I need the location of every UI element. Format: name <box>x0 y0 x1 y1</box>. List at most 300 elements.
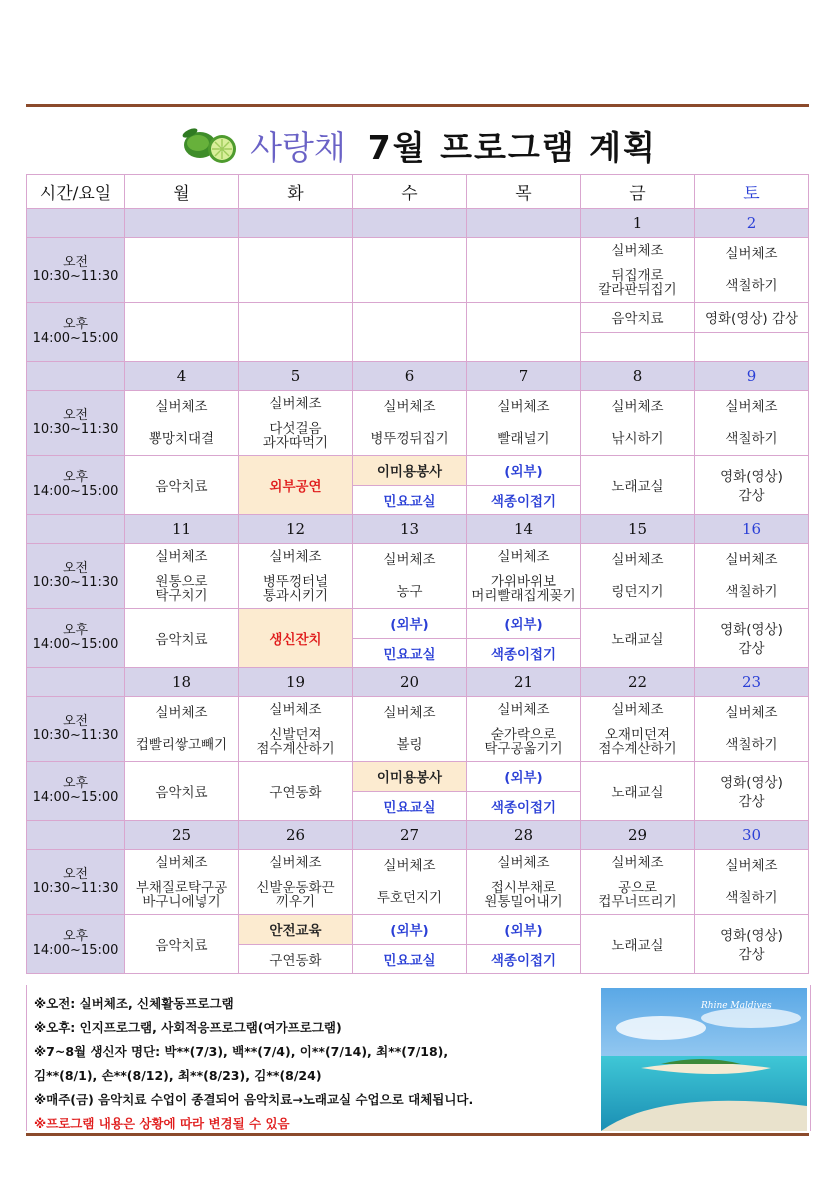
activity-exercise: 실버체조 <box>611 854 664 871</box>
pm-label: 오후 <box>62 623 89 638</box>
am-time-label <box>27 391 125 456</box>
activity-exercise: 실버체조 <box>611 242 664 259</box>
am-cell-tue <box>239 391 353 456</box>
date-fri: 29 <box>581 821 695 850</box>
activity-bottom: 민요교실 <box>383 493 436 510</box>
pm-cell-mon <box>125 762 239 821</box>
activity-top: 음악치료 <box>611 311 664 328</box>
activity-exercise: 실버체조 <box>725 858 778 874</box>
activity <box>125 697 238 761</box>
note-am: ※오전: 실버체조, 신체활동프로그램 <box>34 996 234 1011</box>
am-cell-thu <box>467 238 581 303</box>
activity-top: (외부) <box>504 770 543 787</box>
pm-time-label <box>27 303 125 362</box>
activity-exercise: 실버체조 <box>155 705 208 721</box>
split-bottom <box>467 945 580 974</box>
pm-cell-thu <box>467 762 581 821</box>
activity-bottom: 색종이접기 <box>490 952 557 969</box>
am-cell-fri <box>581 238 695 303</box>
am-cell-tue <box>239 850 353 915</box>
date-sat: 23 <box>695 668 809 697</box>
header-fri: 금 <box>581 175 695 209</box>
split-top <box>695 303 808 333</box>
split-activity <box>467 762 580 820</box>
split-top <box>467 915 580 945</box>
am-cell-mon <box>125 697 239 762</box>
split-top <box>467 609 580 639</box>
activity-exercise: 실버체조 <box>497 854 550 871</box>
split-bottom <box>353 486 466 515</box>
activity-name: 영화(영상) 감상 <box>720 469 783 504</box>
am-cell-wed <box>353 697 467 762</box>
am-cell-sat <box>695 697 809 762</box>
pm-cell-thu <box>467 609 581 668</box>
am-time-label <box>27 850 125 915</box>
pm-cell-tue <box>239 762 353 821</box>
pm-cell-fri <box>581 456 695 515</box>
date-tue: 12 <box>239 515 353 544</box>
am-time-label <box>27 697 125 762</box>
activity-name: 외부공연 <box>269 478 322 495</box>
activity-bottom: 구연동화 <box>269 952 322 969</box>
am-cell-fri <box>581 697 695 762</box>
activity-top: 이미용봉사 <box>376 464 443 481</box>
activity-exercise: 실버체조 <box>497 399 550 415</box>
pm-cell-thu <box>467 303 581 362</box>
activity-name: 음악치료 <box>155 937 208 954</box>
lime-icon <box>178 125 242 165</box>
am-cell-sat <box>695 544 809 609</box>
am-row <box>27 697 809 762</box>
split-activity <box>353 609 466 667</box>
activity-top: (외부) <box>504 923 543 940</box>
note-birthdays: ※7~8월 생신자 명단: 박**(7/3), 백**(7/4), 이**(7/14), 최**(7/18), <box>34 1044 449 1059</box>
date-thu: 28 <box>467 821 581 850</box>
date-mon: 11 <box>125 515 239 544</box>
pm-cell-fri <box>581 609 695 668</box>
activity-exercise: 실버체조 <box>725 246 778 262</box>
am-range: 10:30~11:30 <box>32 422 119 437</box>
note-birthdays-cont: 김**(8/1), 손**(8/12), 최**(8/23), 김**(8/24) <box>34 1068 322 1083</box>
pm-cell-mon <box>125 609 239 668</box>
date-mon: 25 <box>125 821 239 850</box>
bottom-rule <box>26 1133 809 1136</box>
am-cell-sat <box>695 391 809 456</box>
activity-exercise: 실버체조 <box>155 548 208 565</box>
pm-cell-mon <box>125 456 239 515</box>
activity-bottom: 색종이접기 <box>490 493 557 510</box>
activity-exercise: 실버체조 <box>497 548 550 565</box>
pm-cell-wed <box>353 303 467 362</box>
am-row <box>27 544 809 609</box>
date-wed: 6 <box>353 362 467 391</box>
activity-name: 영화(영상) 감상 <box>720 928 783 963</box>
activity-exercise: 실버체조 <box>269 395 322 412</box>
note-friday: ※매주(금) 음악치료 수업이 종결되어 음악치료→노래교실 수업으로 대체됩니다. <box>34 1092 474 1107</box>
date-row-spacer <box>27 362 125 391</box>
pm-label: 오후 <box>62 776 89 791</box>
activity-bottom: 민요교실 <box>383 646 436 663</box>
split-activity <box>467 456 580 514</box>
title-brand: 사랑채 <box>250 127 346 167</box>
pm-time-label <box>27 609 125 668</box>
pm-row <box>27 762 809 821</box>
am-label: 오전 <box>62 408 89 423</box>
date-row <box>27 362 809 391</box>
pm-range: 14:00~15:00 <box>32 790 119 805</box>
split-bottom <box>695 333 808 362</box>
activity-name: 공으로 컵무너뜨리기 <box>598 879 677 910</box>
am-row <box>27 391 809 456</box>
split-top <box>353 915 466 945</box>
activity-bottom: 색종이접기 <box>490 646 557 663</box>
pm-cell-sat <box>695 915 809 974</box>
activity <box>125 850 238 914</box>
pm-cell-thu <box>467 915 581 974</box>
pm-cell-tue <box>239 915 353 974</box>
activity-name: 숟가락으로 탁구공옮기기 <box>484 726 563 757</box>
date-tue: 5 <box>239 362 353 391</box>
split-activity <box>353 456 466 514</box>
am-cell-thu <box>467 697 581 762</box>
am-cell-tue <box>239 697 353 762</box>
date-fri: 22 <box>581 668 695 697</box>
split-top <box>239 915 352 945</box>
split-bottom <box>467 486 580 515</box>
date-thu: 14 <box>467 515 581 544</box>
am-cell-tue <box>239 544 353 609</box>
activity-name: 영화(영상) 감상 <box>720 622 783 657</box>
pm-cell-fri <box>581 762 695 821</box>
split-bottom <box>467 639 580 668</box>
pm-row <box>27 456 809 515</box>
activity <box>581 238 694 302</box>
activity-name: 가위바위보 머리빨래집게꽂기 <box>471 573 576 604</box>
date-row-spacer <box>27 821 125 850</box>
date-fri: 8 <box>581 362 695 391</box>
activity-top: (외부) <box>504 617 543 634</box>
activity-name: 구연동화 <box>269 784 322 801</box>
photo-caption: Rhine Maldives <box>701 1001 772 1011</box>
date-row <box>27 515 809 544</box>
activity-name: 오재미던져 점수계산하기 <box>598 726 677 757</box>
am-cell-tue <box>239 238 353 303</box>
activity-name: 병뚜껑터널 통과시키기 <box>262 573 329 604</box>
activity <box>467 697 580 761</box>
activity-name: 링던지기 <box>611 584 664 600</box>
am-cell-mon <box>125 544 239 609</box>
split-bottom <box>581 333 694 362</box>
activity-name: 다섯걸음 과자따먹기 <box>262 420 329 451</box>
activity-exercise: 실버체조 <box>611 552 664 568</box>
am-label: 오전 <box>62 255 89 270</box>
pm-cell-thu <box>467 456 581 515</box>
activity-top: (외부) <box>390 617 429 634</box>
activity <box>125 391 238 455</box>
am-cell-mon <box>125 238 239 303</box>
pm-cell-sat <box>695 762 809 821</box>
pm-cell-tue <box>239 456 353 515</box>
activity-exercise: 실버체조 <box>383 858 436 874</box>
pm-cell-fri <box>581 303 695 362</box>
activity-exercise: 실버체조 <box>269 701 322 718</box>
activity-name: 농구 <box>396 584 423 600</box>
am-cell-thu <box>467 544 581 609</box>
date-wed <box>353 209 467 238</box>
date-thu: 7 <box>467 362 581 391</box>
pm-cell-fri <box>581 915 695 974</box>
activity-exercise: 실버체조 <box>725 399 778 415</box>
pm-range: 14:00~15:00 <box>32 331 119 346</box>
date-thu <box>467 209 581 238</box>
activity <box>353 391 466 455</box>
header-wed: 수 <box>353 175 467 209</box>
date-thu: 21 <box>467 668 581 697</box>
am-cell-fri <box>581 544 695 609</box>
note-change: ※프로그램 내용은 상황에 따라 변경될 수 있음 <box>34 1116 290 1131</box>
am-cell-sat <box>695 238 809 303</box>
pm-cell-wed <box>353 609 467 668</box>
split-activity <box>695 303 808 361</box>
date-mon <box>125 209 239 238</box>
activity <box>695 238 808 302</box>
activity-top: (외부) <box>390 923 429 940</box>
split-top <box>353 456 466 486</box>
pm-range: 14:00~15:00 <box>32 484 119 499</box>
activity-exercise: 실버체조 <box>155 399 208 415</box>
activity-name: 색칠하기 <box>725 431 778 447</box>
am-range: 10:30~11:30 <box>32 881 119 896</box>
header-mon: 월 <box>125 175 239 209</box>
am-label: 오전 <box>62 714 89 729</box>
date-wed: 27 <box>353 821 467 850</box>
am-cell-wed <box>353 238 467 303</box>
activity-name: 뿅망치대결 <box>148 431 215 447</box>
pm-label: 오후 <box>62 929 89 944</box>
pm-cell-sat <box>695 609 809 668</box>
activity-name: 접시부채로 원통밀어내기 <box>484 879 563 910</box>
activity-exercise: 실버체조 <box>269 854 322 871</box>
activity-top: (외부) <box>504 464 543 481</box>
am-cell-wed <box>353 850 467 915</box>
activity-name: 색칠하기 <box>725 278 778 294</box>
activity-name: 노래교실 <box>611 937 664 954</box>
activity-name: 빨래널기 <box>497 431 550 447</box>
activity <box>467 391 580 455</box>
date-row <box>27 668 809 697</box>
activity-name: 컵빨리쌓고빼기 <box>135 737 228 753</box>
activity-bottom: 색종이접기 <box>490 799 557 816</box>
split-activity <box>353 762 466 820</box>
activity-name: 음악치료 <box>155 784 208 801</box>
pm-time-label <box>27 456 125 515</box>
activity-exercise: 실버체조 <box>269 548 322 565</box>
am-cell-wed <box>353 391 467 456</box>
date-sat: 16 <box>695 515 809 544</box>
date-sat: 9 <box>695 362 809 391</box>
activity-exercise: 실버체조 <box>155 854 208 871</box>
pm-range: 14:00~15:00 <box>32 637 119 652</box>
am-cell-fri <box>581 391 695 456</box>
activity-exercise: 실버체조 <box>611 701 664 718</box>
header-time: 시간/요일 <box>27 175 125 209</box>
activity-name: 신발던져 점수계산하기 <box>256 726 335 757</box>
activity-name: 노래교실 <box>611 784 664 801</box>
pm-row <box>27 609 809 668</box>
activity-name: 투호던지기 <box>376 890 443 906</box>
pm-time-label <box>27 915 125 974</box>
activity <box>581 697 694 761</box>
activity <box>239 697 352 761</box>
pm-time-label <box>27 762 125 821</box>
activity <box>695 697 808 761</box>
split-bottom <box>353 792 466 821</box>
header-sat: 토 <box>695 175 809 209</box>
date-row-spacer <box>27 209 125 238</box>
activity-bottom: 민요교실 <box>383 952 436 969</box>
activity-name: 신발운동화끈 끼우기 <box>256 879 335 910</box>
activity <box>125 544 238 608</box>
pm-cell-tue <box>239 609 353 668</box>
activity-exercise: 실버체조 <box>725 705 778 721</box>
am-range: 10:30~11:30 <box>32 575 119 590</box>
activity <box>353 850 466 914</box>
activity-name: 영화(영상) 감상 <box>720 775 783 810</box>
am-cell-mon <box>125 850 239 915</box>
date-tue <box>239 209 353 238</box>
split-activity <box>467 915 580 973</box>
pm-cell-wed <box>353 915 467 974</box>
activity <box>239 391 352 455</box>
activity-name: 음악치료 <box>155 478 208 495</box>
date-sat: 30 <box>695 821 809 850</box>
activity-top: 영화(영상) 감상 <box>704 311 799 328</box>
split-activity <box>353 915 466 973</box>
pm-cell-wed <box>353 762 467 821</box>
am-time-label <box>27 238 125 303</box>
activity <box>239 544 352 608</box>
split-activity <box>239 915 352 973</box>
pm-row <box>27 303 809 362</box>
activity-top: 안전교육 <box>269 923 322 940</box>
note-pm: ※오후: 인지프로그램, 사회적응프로그램(여가프로그램) <box>34 1020 342 1035</box>
activity <box>467 544 580 608</box>
activity-name: 뒤집개로 칼라판뒤집기 <box>598 267 677 298</box>
pm-row <box>27 915 809 974</box>
activity <box>467 850 580 914</box>
pm-cell-sat <box>695 303 809 362</box>
am-cell-thu <box>467 391 581 456</box>
activity <box>581 850 694 914</box>
activity <box>239 850 352 914</box>
activity <box>695 391 808 455</box>
activity-name: 색칠하기 <box>725 737 778 753</box>
header-row <box>27 175 809 209</box>
activity-name: 노래교실 <box>611 478 664 495</box>
pm-cell-sat <box>695 456 809 515</box>
split-top <box>353 762 466 792</box>
title-text: 7월 프로그램 계획 <box>367 127 657 167</box>
program-calendar <box>26 174 809 974</box>
am-label: 오전 <box>62 867 89 882</box>
activity-exercise: 실버체조 <box>611 399 664 415</box>
am-cell-thu <box>467 850 581 915</box>
am-range: 10:30~11:30 <box>32 269 119 284</box>
activity-exercise: 실버체조 <box>383 399 436 415</box>
beach-photo <box>601 988 807 1131</box>
date-row <box>27 209 809 238</box>
header-thu: 목 <box>467 175 581 209</box>
activity-name: 색칠하기 <box>725 890 778 906</box>
am-cell-sat <box>695 850 809 915</box>
activity-name: 노래교실 <box>611 631 664 648</box>
split-bottom <box>467 792 580 821</box>
date-fri: 15 <box>581 515 695 544</box>
split-top <box>353 609 466 639</box>
pm-cell-mon <box>125 303 239 362</box>
pm-cell-wed <box>353 456 467 515</box>
activity-name: 병뚜껑뒤집기 <box>370 431 449 447</box>
date-mon: 18 <box>125 668 239 697</box>
activity <box>695 544 808 608</box>
date-sat: 2 <box>695 209 809 238</box>
beach-image <box>601 988 807 1131</box>
pm-cell-mon <box>125 915 239 974</box>
split-top <box>467 456 580 486</box>
activity-name: 음악치료 <box>155 631 208 648</box>
date-fri: 1 <box>581 209 695 238</box>
split-top <box>467 762 580 792</box>
date-mon: 4 <box>125 362 239 391</box>
date-tue: 26 <box>239 821 353 850</box>
activity-name: 원통으로 탁구치기 <box>155 573 208 604</box>
activity-exercise: 실버체조 <box>383 552 436 568</box>
split-activity <box>581 303 694 361</box>
activity-top: 이미용봉사 <box>376 770 443 787</box>
top-rule <box>26 104 809 107</box>
activity <box>353 697 466 761</box>
activity <box>581 391 694 455</box>
split-bottom <box>353 639 466 668</box>
activity <box>353 544 466 608</box>
pm-range: 14:00~15:00 <box>32 943 119 958</box>
date-row <box>27 821 809 850</box>
notes <box>34 992 594 1136</box>
split-bottom <box>239 945 352 974</box>
am-row <box>27 238 809 303</box>
split-bottom <box>353 945 466 974</box>
split-activity <box>467 609 580 667</box>
am-row <box>27 850 809 915</box>
activity-name: 색칠하기 <box>725 584 778 600</box>
pm-label: 오후 <box>62 317 89 332</box>
activity-exercise: 실버체조 <box>497 701 550 718</box>
header-tue: 화 <box>239 175 353 209</box>
activity-exercise: 실버체조 <box>725 552 778 568</box>
page-title <box>26 118 809 172</box>
am-cell-fri <box>581 850 695 915</box>
activity-bottom: 민요교실 <box>383 799 436 816</box>
pm-label: 오후 <box>62 470 89 485</box>
pm-cell-tue <box>239 303 353 362</box>
am-cell-mon <box>125 391 239 456</box>
date-row-spacer <box>27 515 125 544</box>
activity-exercise: 실버체조 <box>383 705 436 721</box>
activity-name: 낚시하기 <box>611 431 664 447</box>
activity-name: 부채질로탁구공 바구니에넣기 <box>135 879 228 910</box>
am-cell-wed <box>353 544 467 609</box>
date-tue: 19 <box>239 668 353 697</box>
